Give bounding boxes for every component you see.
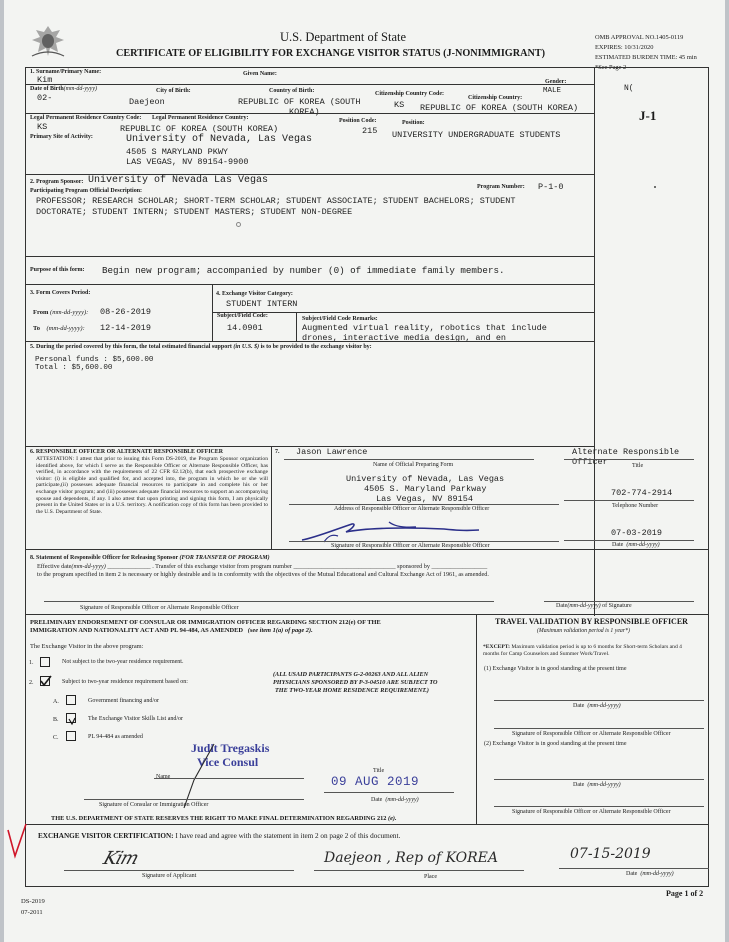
subject-code-label: Subject/Field Code:	[217, 313, 268, 319]
agency-name: U.S. Department of State	[280, 30, 407, 44]
sponsor-value: University of Nevada Las Vegas	[88, 175, 269, 186]
form-revision: 07-2011	[21, 909, 43, 916]
officer-address-2: 4505 S. Maryland Parkway	[364, 484, 487, 494]
ro-heading: 6. RESPONSIBLE OFFICER OR ALTERNATE RESPONSIBLE OFFICER	[30, 449, 223, 455]
consular-heading-1: PRELIMINARY ENDORSEMENT OF CONSULAR OR IMMIGRATION OFFICER REGARDING SECTION 212(e) OF THE	[30, 619, 381, 626]
date-handwritten: 07-15-2019	[570, 846, 651, 862]
officer-signature	[294, 514, 494, 544]
consul-name-label: Name	[156, 774, 171, 780]
site-value-2: 4505 S MARYLAND PKWY	[126, 147, 229, 157]
to-label: To (mm-dd-yyyy):	[33, 325, 85, 332]
sponsor-label: 2. Program Sponsor:	[30, 179, 84, 185]
optB-text: The Exchange Visitor Skills List and/or	[88, 716, 184, 722]
usaid-note-1: (ALL USAID PARTICIPANTS G-2-00263 AND ALL ALIEN	[273, 671, 429, 678]
position-code-label: Position Code:	[339, 118, 377, 124]
visa-category: J-1	[639, 108, 657, 123]
opt1-checkbox[interactable]	[40, 657, 50, 667]
program-number-value: P-1-0	[538, 182, 564, 192]
citizenship-country-label: Citizenship Country:	[468, 95, 523, 101]
citizenship-code-label: Citizenship Country Code:	[375, 91, 445, 97]
consul-stamp-date: 09 AUG 2019	[331, 775, 420, 789]
applicant-signature-label: Signature of Applicant	[142, 873, 197, 879]
optC-checkbox[interactable]	[66, 731, 76, 741]
opt1-text: Not subject to the two-year residence requirement.	[62, 659, 184, 665]
optA-number: A.	[53, 699, 59, 705]
officer-name: Jason Lawrence	[296, 447, 368, 457]
consul-title-label: Title	[373, 768, 385, 774]
address-label: Address of Responsible Officer or Alternate Responsible Officer	[334, 506, 490, 512]
ev-category-label: 4. Exchange Visitor Category:	[216, 291, 293, 297]
travel-exception: *EXCEPT: Maximum validation period is up to 6 months for Short-term Scholars and 4 months for Camp Counselors and Summer Work/Travel.	[483, 644, 682, 657]
attestation-text: ATTESTATION: I attest that prior to issuing this Form DS-2019, the Program Sponsor organization identified above, for which I serve as the Responsible Officer or Alternate Responsible Officer, has verified, in accordance with the requirements of 22 CFR 62.12(b), that each prospective exchange visitor: (i) is eligible and qualified for, and accepted into, the program in which he or she will participate,(ii) possesses adequate financial resources to participate in and complete his or her exchange visitor program; and (iii) possesses adequate financial resources to support an accompanying spouse and dependents, if any. I also attest that upon printing and signing this form, I am physically present in the United States or in a U.S. territory. A notification copy of this form has been provided to the U.S. Department of State.	[36, 456, 268, 515]
position-label: Position:	[402, 120, 425, 126]
personal-funds: Personal funds : $5,600.00	[35, 356, 154, 364]
officer-title-label: Title	[632, 463, 644, 469]
officials-value-1: PROFESSOR; RESEARCH SCHOLAR; SHORT-TERM SCHOLAR; STUDENT ASSOCIATE; STUDENT BACHELORS; STUDENT	[36, 196, 516, 206]
citizenship-country-value: REPUBLIC OF KOREA (SOUTH KOREA)	[420, 103, 579, 113]
see-page-note: *See Page 2	[595, 64, 627, 71]
position-code-value: 215	[362, 126, 378, 136]
from-label: From (mm-dd-yyyy):	[33, 309, 89, 316]
total-funds: Total : $5,600.00	[35, 364, 113, 372]
ev-category-value: STUDENT INTERN	[226, 299, 298, 309]
optB-number: B.	[53, 717, 59, 723]
great-seal-icon	[26, 22, 70, 60]
given-name-label: Given Name:	[243, 71, 277, 77]
sevis-id-prefix: N(	[624, 84, 634, 93]
applicant-signature: Kim	[100, 848, 141, 869]
country-birth-value: REPUBLIC OF KOREA (SOUTH	[238, 97, 361, 107]
officer-phone: 702-774-2914	[611, 488, 673, 498]
purpose-label: Purpose of this form:	[30, 267, 85, 273]
optB-check-mark	[67, 713, 77, 723]
officer-address-3: Las Vegas, NV 89154	[376, 494, 473, 504]
transfer-signature-label: Signature of Responsible Officer or Alternate Responsible Officer	[80, 605, 239, 611]
reserve-statement: THE U.S. DEPARTMENT OF STATE RESERVES THE RIGHT TO MAKE FINAL DETERMINATION REGARDING 212 (e).	[51, 815, 397, 822]
place-handwritten: Daejeon , Rep of KOREA	[324, 850, 499, 866]
consul-date-label: Date (mm-dd-yyyy)	[371, 797, 419, 803]
usaid-note-2: PHYSICIANS SPONSORED BY P-3-04510 ARE SUBJECT TO	[273, 679, 438, 686]
ro-signature-label: Signature of Responsible Officer or Alternate Responsible Officer	[331, 543, 490, 549]
optA-checkbox[interactable]	[66, 695, 76, 705]
lpr-code-label: Legal Permanent Residence Country Code:	[30, 115, 142, 121]
city-birth-value: Daejeon	[129, 97, 165, 107]
country-birth-label: Country of Birth:	[269, 88, 315, 94]
transfer-line-1: Effective date(mm-dd-yyyy) ______________ . Transfer of this exchange visitor from program number _________________________________ sponsored by __________________	[37, 563, 488, 570]
remarks-label: Subject/Field Code Remarks:	[302, 316, 378, 322]
omb-number: OMB APPROVAL NO.1405-0119	[595, 34, 684, 41]
remarks-value-1: Augmented virtual reality, robotics that include	[302, 323, 547, 333]
site-label: Primary Site of Activity:	[30, 134, 93, 140]
place-label: Place	[424, 874, 437, 880]
omb-expires: EXPIRES: 10/31/2020	[595, 44, 654, 51]
form-title: CERTIFICATE OF ELIGIBILITY FOR EXCHANGE VISITOR STATUS (J-NONIMMIGRANT)	[116, 48, 545, 59]
certification-line: EXCHANGE VISITOR CERTIFICATION: I have read and agree with the statement in item 2 on page 2 of this document.	[38, 832, 401, 840]
travel-signature-label-2: Signature of Responsible Officer or Alternate Responsible Officer	[512, 809, 671, 815]
document-page	[4, 0, 725, 942]
travel-item-2: (2) Exchange Visitor is in good standing at the present time	[484, 741, 627, 747]
transfer-heading: 8. Statement of Responsible Officer for Releasing Sponsor (FOR TRANSFER OF PROGRAM)	[30, 555, 270, 561]
gender-value: MALE	[543, 87, 562, 95]
gender-label: Gender:	[545, 79, 567, 85]
officer-title: Alternate Responsible Officer	[572, 447, 680, 467]
travel-heading: TRAVEL VALIDATION BY RESPONSIBLE OFFICER	[495, 617, 688, 626]
citizenship-code-value: KS	[394, 100, 405, 110]
officer-address-1: University of Nevada, Las Vegas	[346, 474, 505, 484]
optC-text: PL 94-484 as amended	[88, 734, 143, 740]
lpr-code-value: KS	[37, 122, 48, 132]
consul-signature-label: Signature of Consular or Immigration Officer	[99, 802, 209, 808]
program-number-label: Program Number:	[477, 184, 525, 190]
site-value-3: LAS VEGAS, NV 89154-9900	[126, 157, 249, 167]
remarks-value-2: drones, interactive media design, and en	[302, 333, 507, 343]
dob-label: Date of Birth(mm-dd-yyyy)	[30, 86, 97, 92]
opt2-text: Subject to two-year residence requirement based on:	[62, 679, 188, 685]
surname-label: 1. Surname/Primary Name:	[30, 69, 102, 75]
position-value: UNIVERSITY UNDERGRADUATE STUDENTS	[392, 130, 561, 140]
officer-name-label: Name of Official Preparing Form	[373, 462, 454, 468]
omb-burden: ESTIMATED BURDEN TIME: 45 min	[595, 54, 697, 61]
consul-stamp-title: Vice Consul	[197, 755, 259, 769]
ro-date-label: Date (mm-dd-yyyy)	[612, 542, 660, 548]
consular-intro: The Exchange Visitor in the above program:	[30, 643, 144, 650]
lpr-country-value: REPUBLIC OF KOREA (SOUTH KOREA)	[120, 124, 279, 134]
usaid-note-3: THE TWO-YEAR HOME RESIDENCE REQUIREMENT.)	[275, 687, 429, 694]
ink-dot	[654, 186, 656, 188]
item7-number: 7.	[275, 449, 280, 455]
consular-heading-2: IMMIGRATION AND NATIONALITY ACT AND PL 94-484, AS AMENDED (see item 1(a) of page 2).	[30, 627, 313, 634]
opt2-check-mark	[39, 674, 53, 686]
phone-label: Telephone Number	[612, 503, 659, 509]
purpose-value: Begin new program; accompanied by number (0) of immediate family members.	[102, 265, 505, 276]
optC-number: C.	[53, 735, 59, 741]
dob-value: 02-	[37, 93, 53, 103]
financial-label: 5. During the period covered by this form, the total estimated financial support (in U.S. $) is to be provided to the exchange visitor by:	[30, 344, 372, 350]
travel-item-1: (1) Exchange Visitor is in good standing at the present time	[484, 666, 627, 672]
travel-subheading: (Maximum validation period is 1 year*)	[537, 628, 630, 634]
travel-date-label-1: Date (mm-dd-yyyy)	[573, 703, 621, 709]
lpr-country-label: Legal Permanent Residence Country:	[152, 115, 249, 121]
transfer-line-2: to the program specified in item 2 is necessary or highly desirable and is in conformity with the objectives of the Mutual Educational and Cultural Exchange Act of 1961, as amended.	[37, 571, 489, 578]
consul-stamp-name: Judit Tregaskis	[191, 741, 270, 755]
opt1-number: 1.	[29, 660, 34, 666]
officials-label: Participating Program Official Description:	[30, 188, 143, 194]
applicant-date-label: Date (mm-dd-yyyy)	[626, 871, 674, 877]
ink-circle	[236, 222, 241, 227]
form-number: DS-2019	[21, 898, 45, 905]
site-value-1: University of Nevada, Las Vegas	[126, 134, 313, 145]
ro-date: 07-03-2019	[611, 528, 663, 538]
surname-value: Kim	[37, 75, 53, 85]
page-number: Page 1 of 2	[666, 889, 704, 898]
red-check-mark	[6, 822, 28, 862]
travel-date-label-2: Date (mm-dd-yyyy)	[573, 782, 621, 788]
travel-signature-label-1: Signature of Responsible Officer or Alternate Responsible Officer	[512, 731, 671, 737]
city-birth-label: City of Birth:	[156, 88, 191, 94]
to-date: 12-14-2019	[100, 323, 152, 333]
officials-value-2: DOCTORATE; STUDENT INTERN; STUDENT MASTERS; STUDENT NON-DEGREE	[36, 207, 353, 217]
country-birth-value-2: KOREA)	[289, 107, 320, 117]
transfer-date-label: Date(mm-dd-yyyy) of Signature	[556, 603, 632, 609]
from-date: 08-26-2019	[100, 307, 152, 317]
subject-code-value: 14.0901	[227, 323, 263, 333]
opt2-number: 2.	[29, 680, 34, 686]
period-label: 3. Form Covers Period:	[30, 290, 91, 296]
optA-text: Government financing and/or	[88, 698, 159, 704]
